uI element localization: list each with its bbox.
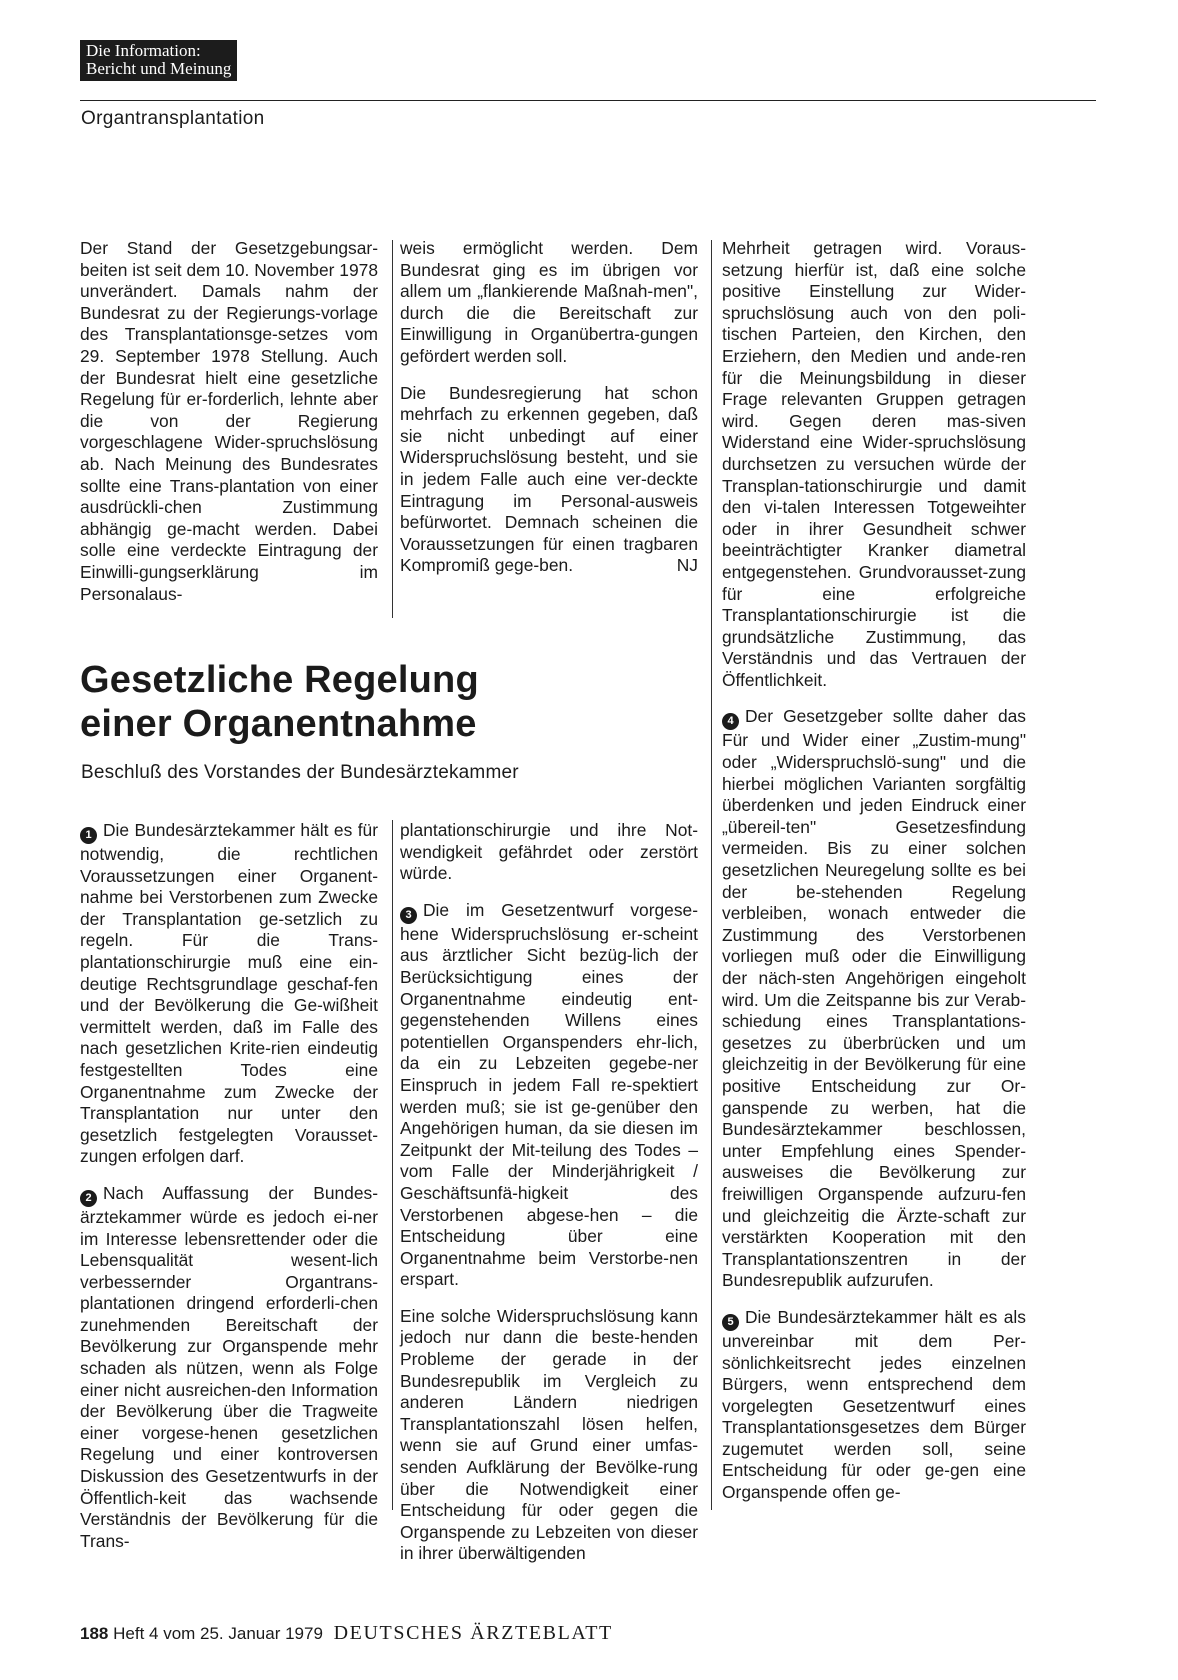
article-title-line2: einer Organentnahme [80, 703, 477, 745]
article-paragraph: Mehrheit getragen wird. Voraus-setzung hierfür ist, daß eine solche positive Einstellung zur Wider-spruchslösung auch von den poli-tischen Parteien, den Kirchen, den Erziehern, den Medien und ande-ren für die Meinungsbildung in dieser Frage relevanten Gruppen getragen wird. Gegen deren mas-siven Widerstand eine Wider-spruchslösung durchsetzen zu versuchen würde der Transplan-tationschirurgie und damit den vi-talen Interessen Totgeweihter oder in ihrer Gesundheit schwer beeinträchtigter Kranker diametral entgegenstehen. Grundvorausset-zung für eine erfolgreiche Transplantationschirurgie ist die grundsätzliche Zustimmung, das Verständnis und das Vertrauen der Öffentlichkeit. [722, 238, 1026, 690]
intro-paragraph: Der Stand der Gesetzgebungsar-beiten ist seit dem 10. November 1978 unverändert. Damals nahm der Bundesrat zu der Regierungs-vorlage des Transplantationsge-setzes vom 29. September 1978 Stellung. Auch der Bundesrat hielt eine gesetzliche Regelung für er-forderlich, lehnte aber die von der Regierung vorgeschlagene Wider-spruchslösung ab. Nach Meinung des Bundesrates sollte eine Trans-plantation von einer ausdrückli-chen Zustimmung abhängig ge-macht werden. Dabei solle eine verdeckte Eintragung der Einwilli-gungserklärung im Personalaus- [80, 238, 378, 604]
intro-column-1 [80, 238, 378, 605]
paragraph-number-icon: 3 [400, 907, 417, 924]
author-signature: NJ [676, 555, 698, 576]
article-column-1 [80, 820, 378, 1552]
issue-info: Heft 4 vom 25. Januar 1979 [113, 1624, 323, 1643]
intro-column-2 [400, 238, 698, 577]
article-subtitle: Beschluß des Vorstandes der Bundesärztekammer [81, 762, 519, 783]
section-label [80, 40, 237, 81]
page-footer [80, 1622, 613, 1645]
intro-paragraph: Die Bundesregierung hat schon mehrfach zu erkennen gegeben, daß sie nicht unbedingt auf einer Widerspruchslösung besteht, und sie in jedem Falle auch eine ver-deckte Eintragung im Personal-ausweis befürwortet. Demnach scheinen die Voraussetzungen für einen tragbaren Kompromiß gege-ben. NJ [400, 382, 698, 576]
article-column-2 [400, 820, 698, 1565]
topic-heading: Organtransplantation [81, 108, 265, 129]
paragraph-number-icon: 1 [80, 827, 97, 844]
section-label-line1: Die Information: [86, 41, 201, 60]
paragraph-number-icon: 4 [722, 713, 739, 730]
article-paragraph: 1 Die Bundesärztekammer hält es für notwendig, die rechtlichen Voraussetzungen einer Organent-nahme bei Verstorbenen zum Zwecke der Transplantation ge-setzlich zu regeln. Für die Trans-plantationschirurgie muß eine ein-deutige Rechtsgrundlage geschaf-fen und der Bevölkerung die Ge-wißheit vermittelt werden, daß im Falle des nach gesetzlichen Krite-rien eindeutig festgestellten Todes eine Organentnahme zum Zwecke der Transplantation nur unter den gesetzlich festgelegten Vorausset-zungen erfolgen darf. [80, 820, 378, 1167]
magazine-name: DEUTSCHES ÄRZTEBLATT [333, 1622, 613, 1644]
section-label-line2: Bericht und Meinung [86, 59, 232, 78]
article-paragraph: Eine solche Widerspruchslösung kann jedoch nur dann die beste-henden Probleme der gerade in der Bundesrepublik im Vergleich zu anderen Ländern niedrigen Transplantationszahl lösen helfen, wenn sie auf Grund einer umfas-senden Aufklärung der Bevölke-rung über die Notwendigkeit einer Entscheidung für oder gegen die Organspende zu Lebzeiten von dieser in ihrer überwältigenden [400, 1305, 698, 1564]
paragraph-number-icon: 5 [722, 1314, 739, 1331]
article-paragraph: 3 Die im Gesetzentwurf vorgese-hene Widerspruchslösung er-scheint aus ärztlicher Sicht bezüg-lich der Berücksichtigung eines der Organentnahme eindeutig ent-gegenstehenden Willens eines potentiellen Organspenders ehr-lich, da ein zu Lebzeiten gegebe-ner Einspruch in jedem Fall re-spektiert werden muß; sie ist ge-genüber den Angehörigen human, da sie diesen im Zeitpunkt der Mit-teilung des Todes – vom Falle der Minderjährigkeit / Geschäftsunfä-higkeit des Verstorbenen abgese-hen – die Entscheidung über eine Organentnahme beim Verstorbe-nen erspart. [400, 899, 698, 1290]
page-number: 188 [80, 1624, 109, 1643]
article-paragraph: 4 Der Gesetzgeber sollte daher das Für und Wider einer „Zustim-mung" oder „Widerspruchslö-sung" und die hierbei möglichen Varianten sorgfältig überdenken und jeden Eindruck einer „übereil-ten" Gesetzesfindung vermeiden. Bis zu einer solchen gesetzlichen Neuregelung sollte es bei der be-stehenden Regelung verbleiben, wonach entweder die Zustimmung des Verstorbenen vorliegen muß oder die Einwilligung der näch-sten Angehörigen eingeholt wird. Um die Zeitspanne bis zur Verab-schiedung eines Transplantations-gesetzes zu überbrücken und um gleichzeitig in der Bevölkerung für eine positive Entscheidung zur Or-ganspende zu werben, hat die Bundesärztekammer beschlossen, unter Empfehlung eines Spender-ausweises die Bevölkerung zur freiwilligen Organspende aufzuru-fen und gleichzeitig die Ärzte-schaft zur verstärkten Kooperation mit den Transplantationszentren in der Bundesrepublik aufzurufen. [722, 706, 1026, 1291]
article-column-3 [722, 238, 1026, 1504]
column-divider [711, 240, 712, 1510]
article-title [80, 658, 720, 746]
article-paragraph: 2 Nach Auffassung der Bundes-ärztekammer würde es jedoch ei-ner im Interesse lebensrettender oder die Lebensqualität wesent-lich verbessernder Organtrans-plantationen dringend erforderli-chen zunehmenden Bereitschaft der Bevölkerung zur Organspende mehr schaden als nützen, wenn als Folge einer nicht ausreichen-den Information der Bevölkerung über die Tragweite einer vorgese-henen gesetzlichen Regelung und einer kontroversen Diskussion des Gesetzentwurfs in der Öffentlich-keit das wachsende Verständnis der Bevölkerung für die Trans- [80, 1182, 378, 1551]
article-title-line1: Gesetzliche Regelung [80, 659, 479, 701]
column-divider [392, 820, 393, 1510]
intro-paragraph: weis ermöglicht werden. Dem Bundesrat ging es im übrigen vor allem um „flankierende Maßnah-men", durch die die Bereitschaft zur Einwilligung in Organübertra-gungen gefördert werden soll. [400, 238, 698, 366]
article-paragraph: 5 Die Bundesärztekammer hält es als unvereinbar mit dem Per-sönlichkeitsrecht jedes einzelnen Bürgers, wenn entsprechend dem vorgelegten Gesetzentwurf eines Transplantationsgesetzes dem Bürger zugemutet werden soll, seine Entscheidung für oder ge-gen eine Organspende offen ge- [722, 1306, 1026, 1503]
header-rule [80, 100, 1096, 101]
paragraph-number-icon: 2 [80, 1190, 97, 1207]
column-divider [392, 240, 393, 618]
article-paragraph: plantationschirurgie und ihre Not-wendigkeit gefährdet oder zerstört würde. [400, 820, 698, 884]
